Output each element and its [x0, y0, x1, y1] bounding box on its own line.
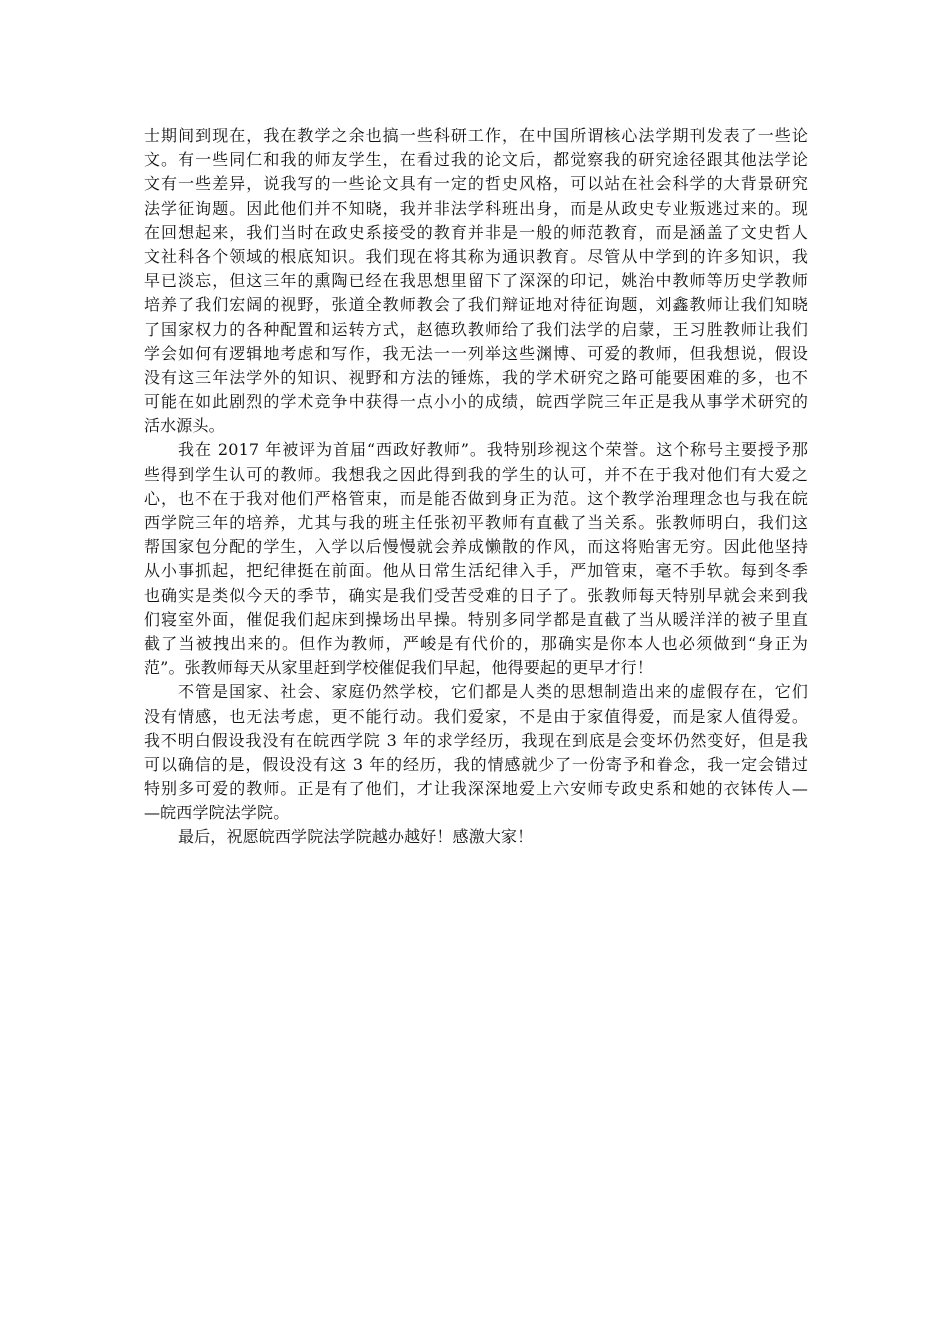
text-line: —皖西学院法学院。 — [144, 803, 290, 823]
text-line: 没有情感，也无法考虑，更不能行动。我们爱家，不是由于家值得爱，而是家人值得爱。 — [144, 706, 808, 726]
text-line: 了国家权力的各种配置和运转方式，赵德玖教师给了我们法学的启蒙，王习胜教师让我们 — [144, 319, 808, 339]
text-line: 帮国家包分配的学生，入学以后慢慢就会养成懒散的作风，而这将贻害无穷。因此他坚持 — [144, 537, 808, 557]
text-line: 最后，祝愿皖西学院法学院越办越好！感激大家！ — [178, 827, 534, 847]
document-body — [144, 124, 808, 850]
text-line: 文有一些差异，说我写的一些论文具有一定的哲史风格，可以站在社会科学的大背景研究 — [144, 174, 808, 194]
text-line: 心，也不在于我对他们严格管束，而是能否做到身正为范。这个教学治理理念也与我在皖 — [144, 488, 808, 508]
text-line: 从小事抓起，把纪律挺在前面。他从日常生活纪律入手，严加管束，毫不手软。每到冬季 — [144, 561, 808, 581]
text-line: 西学院三年的培养，尤其与我的班主任张初平教师有直截了当关系。张教师明白，我们这 — [144, 513, 808, 532]
text-line: 也确实是类似今天的季节，确实是我们受苦受难的日子了。张教师每天特别早就会来到我 — [144, 585, 808, 605]
paragraph — [144, 680, 808, 825]
text-line: 可能在如此剧烈的学术竞争中获得一点小小的成绩，皖西学院三年正是我从事学术研究的 — [144, 392, 808, 412]
text-line: 早已淡忘，但这三年的熏陶已经在我思想里留下了深深的印记，姚治中教师等历史学教师 — [144, 271, 808, 291]
text-line: 特别多可爱的教师。正是有了他们，才让我深深地爱上六安师专政史系和她的衣钵传人— — [144, 779, 808, 799]
text-line: 我在 2017 年被评为首届“西政好教师”。我特别珍视这个荣誉。这个称号主要授予那 — [178, 440, 808, 460]
text-line: 些得到学生认可的教师。我想我之因此得到我的学生的认可，并不在于我对他们有大爱之 — [144, 464, 808, 484]
paragraph — [144, 438, 808, 680]
text-line: 截了当被拽出来的。但作为教师，严峻是有代价的，那确实是你本人也必须做到“身正为 — [144, 633, 808, 653]
text-line: 可以确信的是，假设没有这 3 年的经历，我的情感就少了一份寄予和眷念，我一定会错过 — [144, 754, 808, 774]
text-line: 我不明白假设我没有在皖西学院 3 年的求学经历，我现在到底是会变坏仍然变好，但是我 — [144, 730, 808, 750]
text-line: 法学征询题。因此他们并不知晓，我并非法学科班出身，而是从政史专业叛逃过来的。现 — [144, 198, 808, 218]
text-line: 文。有一些同仁和我的师友学生，在看过我的论文后，都觉察我的研究途径跟其他法学论 — [144, 150, 808, 170]
text-line: 们寝室外面，催促我们起床到操场出早操。特别多同学都是直截了当从暖洋洋的被子里直 — [144, 609, 808, 629]
text-line: 学会如何有逻辑地考虑和写作，我无法一一列举这些渊博、可爱的教师，但我想说，假设 — [144, 343, 808, 363]
text-line: 范”。张教师每天从家里赶到学校催促我们早起，他得要起的更早才行！ — [144, 658, 653, 678]
text-line: 培养了我们宏阔的视野，张道全教师教会了我们辩证地对待征询题，刘鑫教师让我们知晓 — [144, 295, 808, 315]
text-line: 士期间到现在，我在教学之余也搞一些科研工作，在中国所谓核心法学期刊发表了一些论 — [144, 126, 808, 145]
text-line: 没有这三年法学外的知识、视野和方法的锤炼，我的学术研究之路可能要困难的多，也不 — [144, 367, 808, 387]
paragraph — [144, 124, 808, 438]
paragraph — [144, 825, 808, 849]
text-line: 在回想起来，我们当时在政史系接受的教育并非是一般的师范教育，而是涵盖了文史哲人 — [144, 222, 808, 242]
text-line: 活水源头。 — [144, 416, 225, 436]
text-line: 不管是国家、社会、家庭仍然学校，它们都是人类的思想制造出来的虚假存在，它们 — [178, 682, 808, 702]
text-line: 文社科各个领域的根底知识。我们现在将其称为通识教育。尽管从中学到的许多知识，我 — [144, 246, 808, 266]
